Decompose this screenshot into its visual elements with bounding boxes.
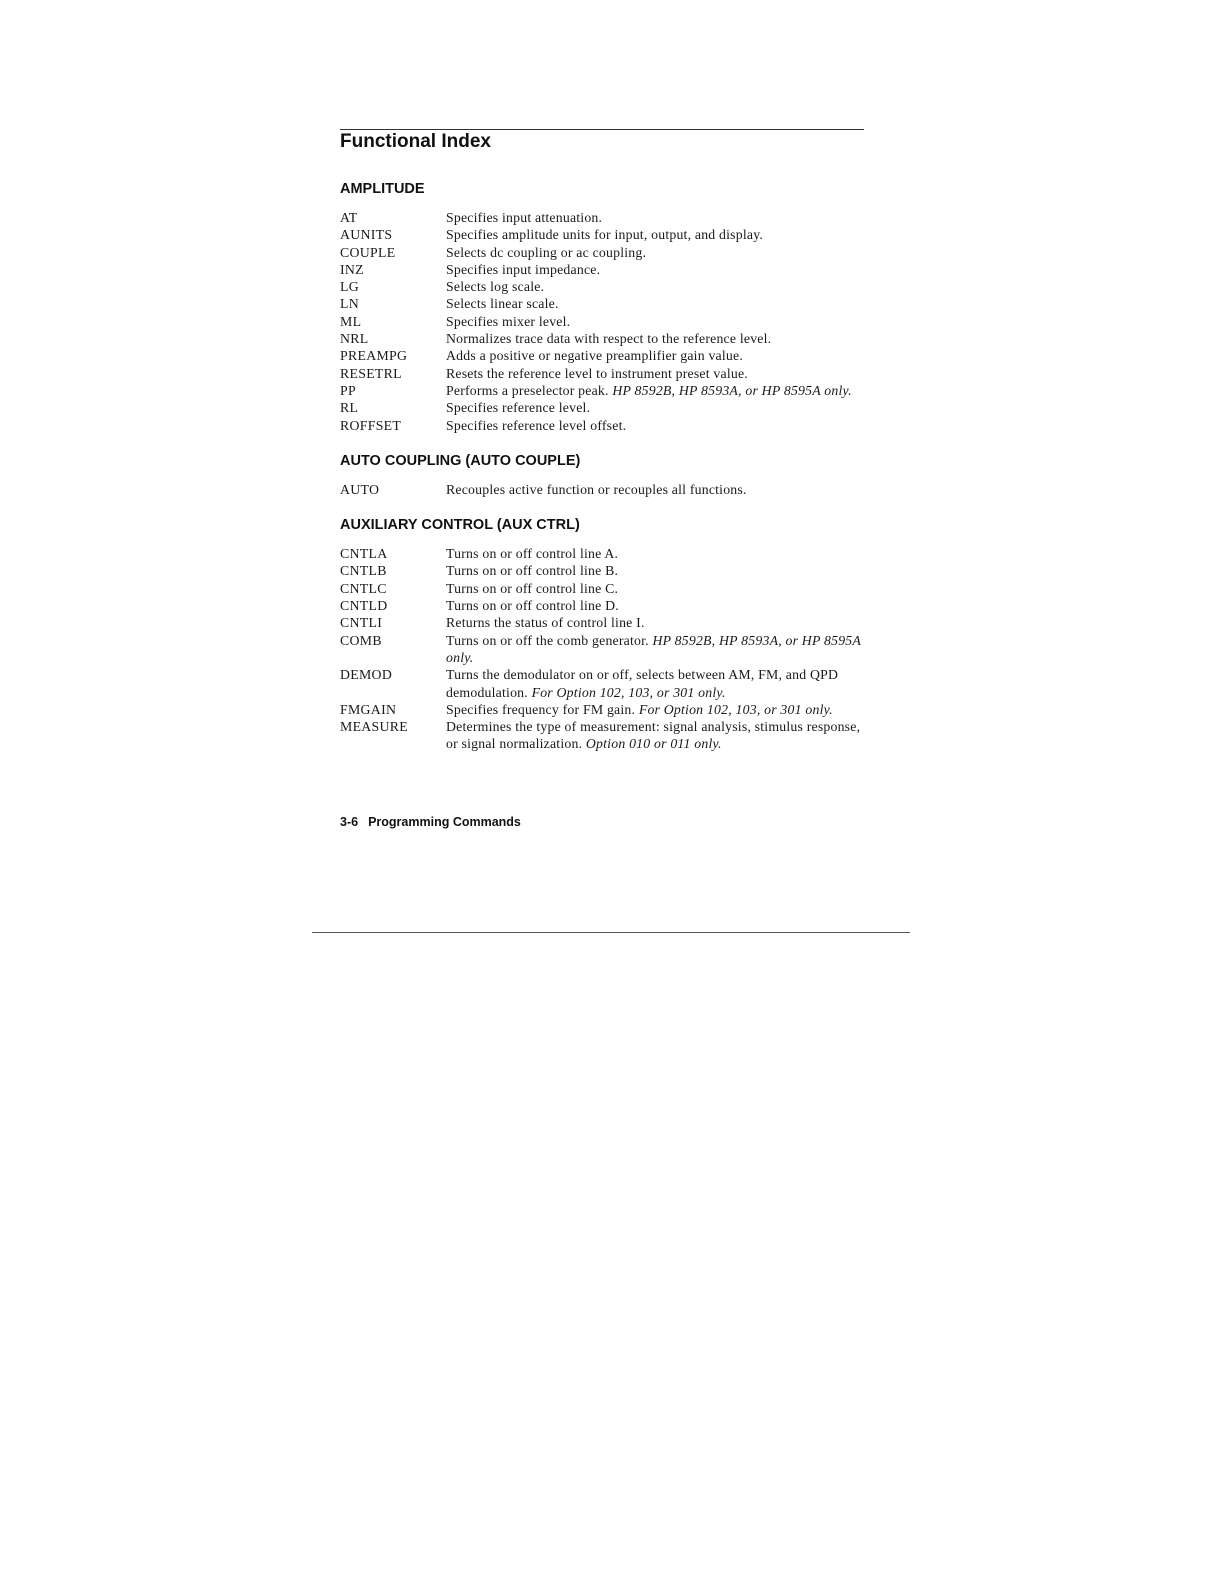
index-entry [340,545,864,562]
command-name: RL [340,400,359,416]
functional-index-content [340,180,864,771]
command-name: LG [340,279,359,295]
command-name: AUNITS [340,227,393,243]
command-name: LN [340,296,359,312]
index-entry [340,382,864,399]
command-description: Selects linear scale. [446,296,559,312]
command-description: Selects dc coupling or ac coupling. [446,244,647,260]
command-description: Performs a preselector peak. HP 8592B, HP 8593A, or HP 8595A only. [446,382,852,398]
command-name: FMGAIN [340,701,397,717]
command-name: AUTO [340,481,380,497]
model-availability-note: HP 8592B, HP 8593A, or HP 8595A only. [612,382,852,398]
command-name: DEMOD [340,667,393,683]
index-entry [340,481,864,498]
header-rule [340,129,864,130]
command-name: MEASURE [340,719,409,735]
index-entry [340,226,864,243]
command-name: CNTLA [340,546,388,562]
index-entry [340,417,864,434]
section-heading: AUXILIARY CONTROL (AUX CTRL) [340,517,580,534]
command-name: ML [340,313,362,329]
command-description: Specifies input attenuation. [446,210,603,225]
section-heading: AUTO COUPLING (AUTO COUPLE) [340,452,581,469]
index-entry [340,597,864,614]
index-entry [340,580,864,597]
option-availability-note: Option 010 or 011 only. [585,736,722,752]
index-entry [340,701,864,718]
command-name: COMB [340,632,382,648]
command-description: Resets the reference level to instrument preset value. [446,365,748,381]
command-description: Turns on or off control line C. [446,580,619,596]
index-entry [340,632,864,667]
page-edge-rule [312,932,910,933]
model-availability-note: HP 8592B, HP 8593A, or HP 8595A only. [446,632,861,665]
section-amplitude [340,180,864,434]
page-number: 3-6 [340,815,359,829]
index-entry [340,562,864,579]
command-description: Specifies frequency for FM gain. For Option 102, 103, or 301 only. [446,701,833,717]
index-entry [340,347,864,364]
command-description: Specifies input impedance. [446,261,601,277]
command-description: Specifies reference level offset. [446,417,627,433]
command-name: PREAMPG [340,348,408,364]
command-name: RESETRL [340,365,402,381]
section-heading: AMPLITUDE [340,181,425,197]
command-description: Determines the type of measurement: signal analysis, stimulus response, or signal normalization. Option 010 or 011 only. [446,719,861,752]
index-entry [340,295,864,312]
chapter-title: Programming Commands [368,815,521,829]
command-name: ROFFSET [340,417,402,433]
command-name: CNTLI [340,615,383,631]
index-entry [340,718,864,753]
index-entry [340,209,864,226]
section-auxiliary-control [340,516,864,753]
command-description: Turns on or off control line A. [446,546,619,562]
command-name: CNTLD [340,598,388,614]
index-entry [340,365,864,382]
command-name: CNTLB [340,563,387,579]
index-entry [340,666,864,701]
command-description: Turns the demodulator on or off, selects between AM, FM, and QPD demodulation. For Option 102, 103, or 301 only. [446,667,839,700]
command-description: Returns the status of control line I. [446,615,645,631]
command-name: NRL [340,331,369,347]
command-description: Turns on or off control line D. [446,598,619,614]
command-name: COUPLE [340,244,396,260]
command-description: Turns on or off control line B. [446,563,619,579]
index-entry [340,614,864,631]
command-name: AT [340,210,358,225]
command-description: Normalizes trace data with respect to the reference level. [446,331,772,347]
command-name: PP [340,382,356,398]
command-description: Specifies mixer level. [446,313,571,329]
page-title: Functional Index [340,131,491,152]
index-entry [340,330,864,347]
command-description: Recouples active function or recouples all functions. [446,481,747,497]
command-description: Adds a positive or negative preamplifier gain value. [446,348,743,364]
command-description: Specifies reference level. [446,400,591,416]
command-name: INZ [340,261,364,277]
command-description: Specifies amplitude units for input, output, and display. [446,227,764,243]
index-entry [340,261,864,278]
command-description: Selects log scale. [446,279,545,295]
index-entry [340,244,864,261]
index-entry [340,399,864,416]
section-auto-coupling [340,452,864,498]
command-description: Turns on or off the comb generator. HP 8592B, HP 8593A, or HP 8595A only. [446,632,861,665]
option-availability-note: For Option 102, 103, or 301 only. [638,701,833,717]
index-entry [340,278,864,295]
index-entry [340,313,864,330]
command-name: CNTLC [340,580,387,596]
option-availability-note: For Option 102, 103, or 301 only. [531,684,726,700]
page-footer [340,815,521,829]
